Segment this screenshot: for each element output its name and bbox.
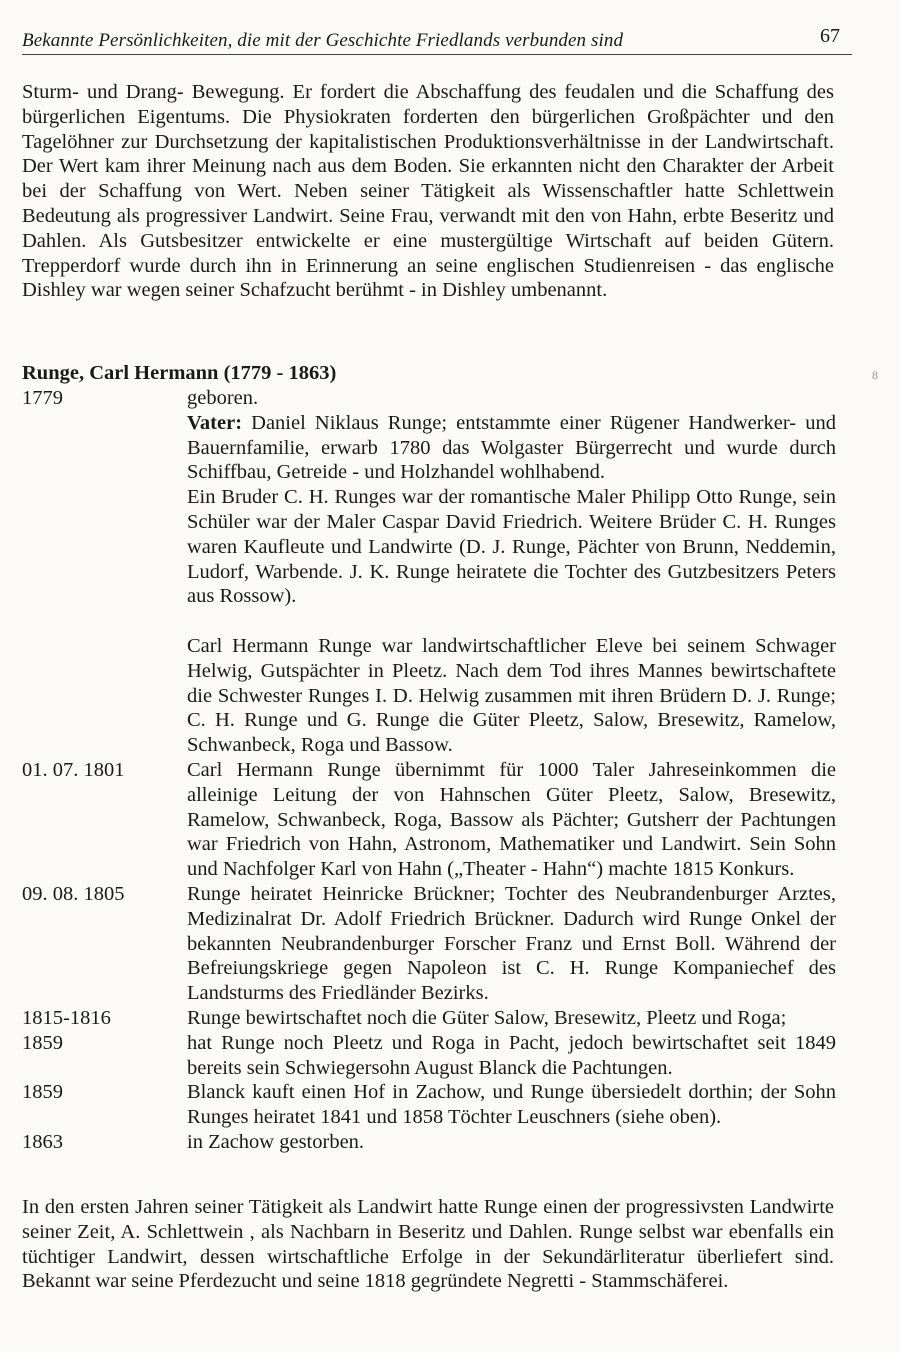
running-title: Bekannte Persönlichkeiten, die mit der Geschichte Friedlands verbunden sind	[22, 30, 624, 51]
timeline-entry	[22, 1006, 836, 1031]
entry-date: 1779	[22, 387, 63, 409]
timeline-entry	[22, 1031, 836, 1081]
entry-date: 1859	[22, 1081, 63, 1104]
entry-date: 1863	[22, 1130, 63, 1153]
timeline-entry	[22, 1080, 836, 1130]
timeline-entry	[22, 882, 836, 1006]
biography-timeline	[22, 386, 836, 1155]
entry-text	[187, 411, 836, 485]
page-number: 67	[820, 25, 840, 47]
entry-text: Carl Hermann Runge übernimmt für 1000 Taler Jahreseinkommen die alleinige Leitung der von Hahnschen Güter Pleetz, Salow, Bresewitz, Ramelow, Schwanbeck, Roga, Bassow als Pächter; Gutsherr der Pachtungen war Friedrich von Hahn, Astronom, Mathematiker und Landwirt. Sein Sohn und Nachfolger Karl von Hahn („Theater - Hahn“) machte 1815 Konkurs.	[187, 758, 836, 881]
margin-mark: 8	[872, 368, 878, 382]
closing-paragraph: In den ersten Jahren seiner Tätigkeit als Landwirt hatte Runge einen der progressivsten Landwirte seiner Zeit, A. Schlettwein , als Nachbarn in Beseritz und Dahlen. Runge selbst war ebenfalls ein tüchtiger Landwirt, dessen wirtschaftliche Erfolge in der Sekundärliteratur überliefert sind. Bekannt war seine Pferdezucht und seine 1818 gegründete Negretti - Stammschäferei.	[22, 1196, 834, 1293]
entry-text: in Zachow gestorben.	[187, 1130, 365, 1153]
timeline-entry	[22, 1130, 836, 1155]
entry-text: Blanck kauft einen Hof in Zachow, und Runge übersiedelt dorthin; der Sohn Runges heiratet 1841 und 1858 Töchter Leuschners (siehe oben).	[187, 1081, 836, 1129]
entry-date	[22, 634, 187, 758]
entry-body: Daniel Niklaus Runge; entstammte einer Rügener Handwerker- und Bauernfamilie, erwarb 1780 das Wolgaster Bürgerrecht und wurde durch Schiffbau, Getreide - und Holzhandel wohlhabend.	[187, 411, 837, 484]
paragraph-gap	[22, 609, 836, 634]
timeline-entry	[22, 485, 836, 609]
entry-text: Runge heiratet Heinricke Brückner; Tochter des Neubrandenburger Arztes, Medizinalrat Dr. Adolf Friedrich Brückner. Dadurch wird Runge Onkel der bekannten Neubrandenburger Forscher Franz und Ernst Boll. Während der Befreiungskriege gegen Napoleon ist C. H. Runge Kompaniechef des Landsturms des Friedländer Bezirks.	[187, 882, 836, 1005]
entry-date: 1815-1816	[22, 1006, 111, 1029]
entry-label: Vater:	[187, 411, 243, 434]
timeline-entry	[22, 386, 836, 411]
timeline-entry	[22, 634, 836, 758]
entry-text: Carl Hermann Runge war landwirtschaftlicher Eleve bei seinem Schwager Helwig, Gutspächter in Pleetz. Nach dem Tod ihres Mannes bewirtschaftete die Schwester Runges I. D. Helwig zusammen mit ihren Brüdern D. J. Runge; C. H. Runge und G. Runge die Güter Pleetz, Salow, Bresewitz, Ramelow, Schwanbeck, Roga und Bassow.	[187, 634, 836, 757]
intro-paragraph: Sturm- und Drang- Bewegung. Er fordert die Abschaffung des feudalen und die Schaffung des bürgerlichen Eigentums. Die Physiokraten forderten den bürgerlichen Großpächter und den Tagelöhner zur Durchsetzung der kapitalistischen Produktionsverhältnisse in der Landwirtschaft. Der Wert kam ihrer Meinung nach aus dem Boden. Sie erkannten nicht den Charakter der Arbeit bei der Schaffung von Wert. Neben seiner Tätigkeit als Wissenschaftler hatte Schlettwein Bedeutung als progressiver Landwirt. Seine Frau, verwandt mit den von Hahn, erbte Beseritz und Dahlen. Als Gutsbesitzer entwickelte er eine mustergültige Wirtschaft auf beiden Gütern. Trepperdorf wurde durch ihn in Erinnerung an seine englischen Studienreisen - das englische Dishley war wegen seiner Schafzucht berühmt - in Dishley umbenannt.	[22, 81, 834, 302]
section-heading: Runge, Carl Hermann (1779 - 1863)	[22, 362, 337, 384]
entry-text: hat Runge noch Pleetz und Roga in Pacht, jedoch bewirtschaftet seit 1849 bereits sein Schwiegersohn August Blanck die Pachtungen.	[187, 1031, 836, 1079]
entry-text: Ein Bruder C. H. Runges war der romantische Maler Philipp Otto Runge, sein Schüler war der Maler Caspar David Friedrich. Weitere Brüder C. H. Runges waren Kaufleute und Landwirte (D. J. Runge, Pächter von Brunn, Neddemin, Ludorf, Warbende. J. K. Runge heiratete die Tochter des Gutzbesitzers Peters aus Rossow).	[187, 486, 836, 608]
entry-text: Runge bewirtschaftet noch die Güter Salow, Bresewitz, Pleetz und Roga;	[187, 1006, 787, 1029]
timeline-entry	[22, 758, 836, 882]
entry-date: 09. 08. 1805	[22, 882, 125, 905]
entry-text: geboren.	[187, 387, 259, 409]
entry-date: 01. 07. 1801	[22, 758, 125, 781]
entry-date	[22, 411, 187, 485]
page-header	[22, 22, 852, 55]
entry-date: 1859	[22, 1031, 63, 1054]
entry-date	[22, 485, 187, 609]
timeline-entry	[22, 411, 836, 485]
